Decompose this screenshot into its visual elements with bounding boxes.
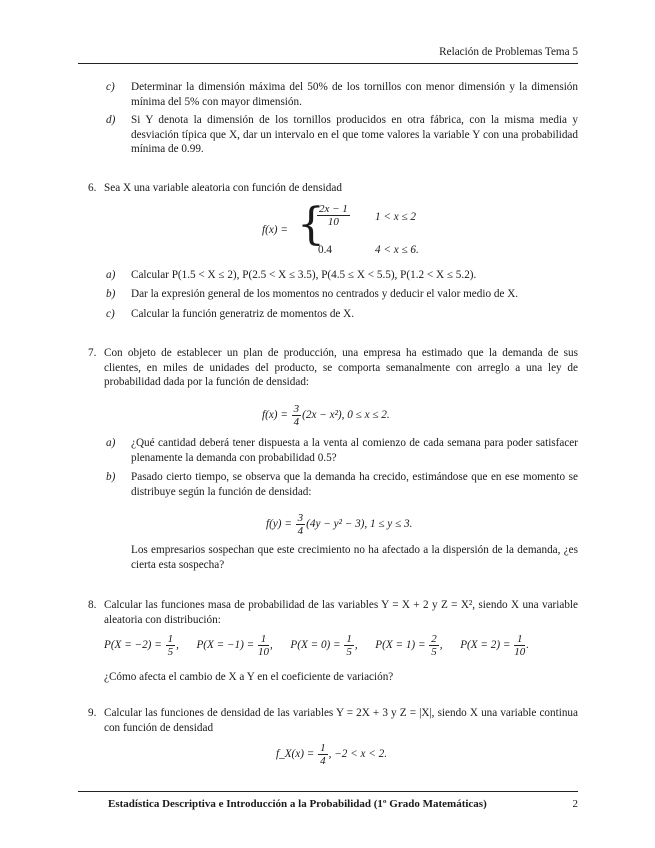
pmf-term-4: P(X = 2) = $\frac{1}{10}$ . (460, 633, 529, 658)
item-label: d) (106, 114, 116, 126)
prob6-f-lhs: f(x) = (262, 224, 288, 236)
prob6-item-a (106, 268, 578, 283)
prob6-case2-val: 0.4 (318, 244, 332, 256)
header-rule (78, 63, 578, 64)
prob6-case1-cond: 1 < x ≤ 2 (375, 211, 417, 223)
prob7-item-a (106, 436, 578, 465)
prob8-intro (88, 598, 578, 627)
item-text: ¿Qué cantidad deberá tener dispuesta a la venta al comienzo de cada semana para poder satisfacer plenamente la demanda con probabilidad 0.5? (131, 437, 578, 464)
item-label: a) (106, 269, 116, 281)
problem-number: 7. (88, 347, 97, 359)
problem-number: 9. (88, 707, 97, 719)
item-label: b) (106, 471, 116, 483)
prob7-eq1: f(x) = $\frac{3}{4}$ (2x − x²), 0 ≤ x ≤ 2. (262, 403, 390, 428)
pmf-term-1: P(X = −1) = $\frac{1}{10}$ , (196, 633, 273, 658)
footer-rule (78, 791, 578, 792)
pmf-term-2: P(X = 0) = $\frac{1}{5}$ , (290, 633, 358, 658)
item-label: b) (106, 288, 116, 300)
prob6-brace: { (297, 199, 325, 250)
pmf-term-3: P(X = 1) = $\frac{2}{5}$ , (375, 633, 443, 658)
prob7-item-b (106, 470, 578, 499)
prob6-case2-cond: 4 < x ≤ 6. (375, 244, 419, 256)
problem-statement: Calcular las funciones de densidad de las variables Y = 2X + 3 y Z = |X|, siendo X una variable continua con función de densidad (104, 707, 578, 734)
problem-number: 8. (88, 599, 97, 611)
pmf-term-0: P(X = −2) = $\frac{1}{5}$ , (104, 633, 179, 658)
problem-statement: Calcular las funciones masa de probabilidad de las variables Y = X + 2 y Z = X², siendo X una variable aleatoria con distribución: (104, 599, 578, 626)
item-label: c) (106, 308, 115, 320)
prob6-case1-fraction: $\frac{2x - 1}{10}$ (319, 203, 348, 228)
problem-statement: Con objeto de establecer un plan de producción, una empresa ha estimado que la demanda de sus clientes, en miles de unidades del producto, se comporta semanalmente con arreglo a una ley de probabilidad dada por la función de densidad: (104, 347, 578, 389)
prob8-question: ¿Cómo afecta el cambio de X a Y en el coeficiente de variación? (104, 671, 394, 683)
problem-number: 6. (88, 182, 97, 194)
prob7-intro (88, 346, 578, 390)
prob7-eq2: f(y) = $\frac{3}{4}$ (4y − y² − 3), 1 ≤ y ≤ 3. (266, 512, 413, 537)
item-text: Calcular P(1.5 < X ≤ 2), P(2.5 < X ≤ 3.5), P(4.5 ≤ X < 5.5), P(1.2 < X ≤ 5.2). (131, 269, 477, 281)
problem-statement: Sea X una variable aleatoria con función de densidad (104, 182, 342, 194)
prob9-eq: f_X(x) = $\frac{1}{4}$ , −2 < x < 2. (276, 742, 387, 767)
prob5-item-d (106, 113, 578, 157)
prob6-item-b (106, 287, 578, 302)
page-number: 2 (572, 798, 578, 810)
item-text: Determinar la dimensión máxima del 50% de los tornillos con menor dimensión y la dimensión mínima del 5% con mayor dimensión. (131, 81, 578, 108)
footer-text: Estadística Descriptiva e Introducción a la Probabilidad (1º Grado Matemáticas) (108, 798, 487, 810)
item-text: Dar la expresión general de los momentos no centrados y deducir el valor medio de X. (131, 288, 519, 300)
prob8-pmf (104, 633, 584, 658)
prob9-intro (88, 706, 578, 735)
item-label: a) (106, 437, 116, 449)
header-title: Relación de Problemas Tema 5 (439, 46, 578, 58)
prob6-item-c (106, 307, 578, 322)
item-text: Pasado cierto tiempo, se observa que la demanda ha crecido, estimándose que en ese momento se distribuye según la función de densidad: (131, 471, 578, 498)
item-label: c) (106, 81, 115, 93)
item-text: Calcular la función generatriz de momentos de X. (131, 308, 355, 320)
item-text: Si Y denota la dimensión de los tornillos producidos en otra fábrica, con la misma media y desviación típica que X, dar un intervalo en el que tome valores la variable Y con una probabilidad mínima de 0.99. (131, 114, 578, 156)
prob6-intro (88, 181, 578, 196)
prob5-item-c (106, 80, 578, 109)
prob7-b-tail: Los empresarios sospechan que este crecimiento no ha afectado a la dispersión de la demanda, ¿es cierta esta sospecha? (131, 544, 578, 571)
